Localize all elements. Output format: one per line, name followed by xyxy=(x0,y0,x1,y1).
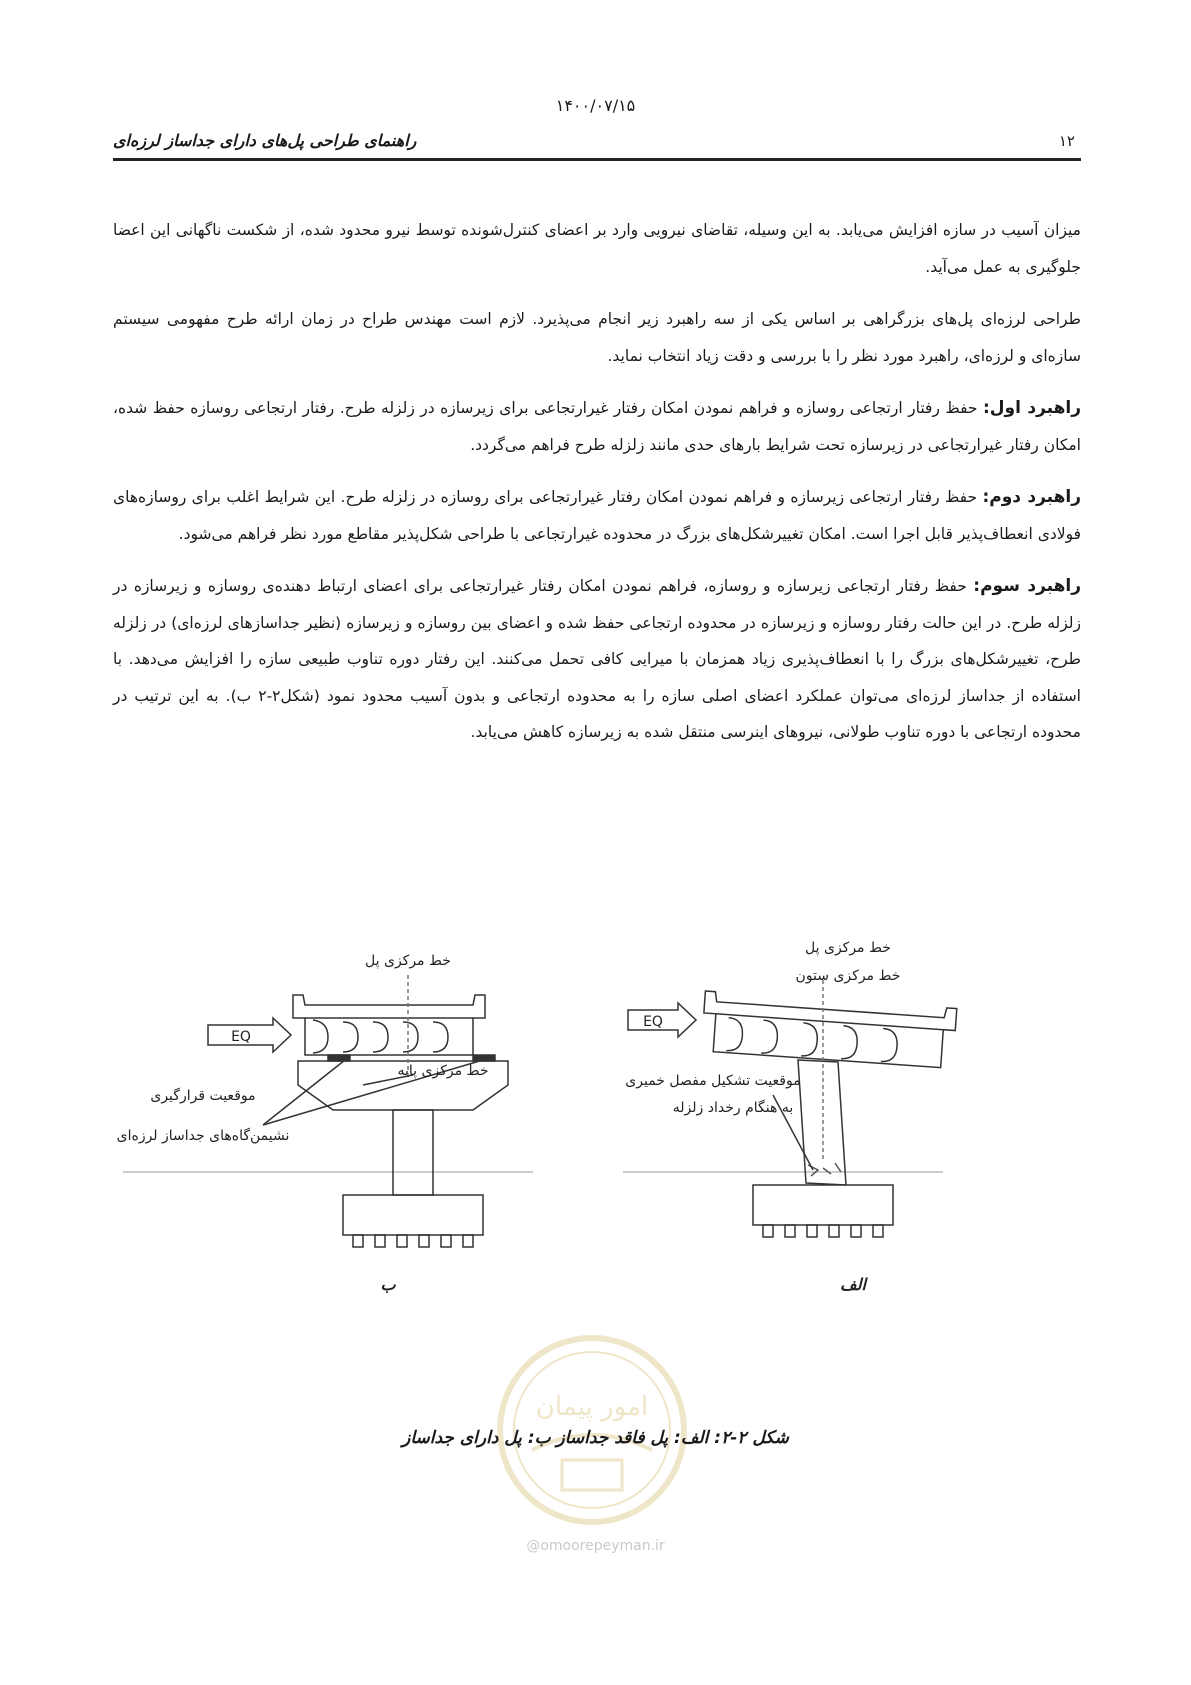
piles-right xyxy=(763,1225,883,1237)
paragraph-1: میزان آسیب در سازه افزایش می‌یابد. به این وسیله، تقاضای نیرویی وارد بر اعضای کنترل‌شونده توسط نیرو محدود شده، از شکست ناگهانی این اعضا جلوگیری به عمل می‌آید. xyxy=(113,221,1081,276)
panel-label-b: ب xyxy=(380,1275,396,1294)
piles-left xyxy=(353,1235,473,1247)
panel-b-isolated-bridge xyxy=(123,975,533,1247)
label-eq-b: EQ xyxy=(231,1029,251,1045)
running-title: راهنمای طراحی پل‌های دارای جداساز لرزه‌ای xyxy=(113,131,417,150)
label-pier-centerline: خط مرکزی پایه xyxy=(397,1063,489,1079)
body-text xyxy=(113,212,1081,767)
strategy-3-label: راهبرد سوم: xyxy=(973,576,1081,596)
paragraph-2: طراحی لرزه‌ای پل‌های بزرگراهی بر اساس یکی از سه راهبرد زیر انجام می‌پذیرد. لازم است مهندس طراح در زمان ارائه طرح مفهومی سیستم سازه‌ای و لرزه‌ای، راهبرد مورد نظر را با بررسی و دقت زیاد انتخاب نماید. xyxy=(113,310,1081,365)
panel-label-a: الف xyxy=(840,1275,866,1294)
label-bridge-centerline-a: خط مرکزی پل xyxy=(805,940,891,956)
label-column-centerline: خط مرکزی ستون xyxy=(795,968,901,984)
strategy-2-label: راهبرد دوم: xyxy=(982,487,1082,507)
strategy-1-label: راهبرد اول: xyxy=(982,398,1081,418)
strategy-3-text: حفظ رفتار ارتجاعی زیرسازه و روسازه، فراهم نمودن امکان رفتار غیرارتجاعی برای اعضای ارتباط دهنده‌ی روسازه و زیرسازه در زلزله طرح. در این حالت رفتار روسازه و زیرسازه در محدوده ارتجاعی حفظ شده و اعضای بین روسازه و زیرسازه (نظیر جداسازهای لرزه‌ای) در زلزله طرح، تغییرشکل‌های بزرگ را با انعطاف‌پذیری زیاد همزمان با میرایی کافی تحمل می‌کنند. این رفتار دوره تناوب طبیعی سازه را افزایش می‌دهد. با استفاده از جداساز لرزه‌ای می‌توان عملکرد اعضای اصلی سازه را به محدوده ارتجاعی و بدون آسیب محدود نمود (شکل۲-۲ ب). به این ترتیب در محدوده ارتجاعی با دوره تناوب طولانی، نیروهای اینرسی منتقل شده به زیرسازه کاهش می‌یابد. xyxy=(113,577,1081,741)
strategy-1 xyxy=(113,390,1081,463)
figure-caption: شکل ۲-۲: الف: پل فاقد جداساز ب: پل دارای جداساز xyxy=(402,1428,789,1448)
strategy-2-text: حفظ رفتار ارتجاعی زیرسازه و فراهم نمودن امکان رفتار غیرارتجاعی برای روسازه در زلزله طرح. این شرایط اغلب برای روسازه‌های فولادی انعطاف‌پذیر قابل اجرا است. امکان تغییرشکل‌های بزرگ در محدوده غیرارتجاعی با طراحی شکل‌پذیر مقاطع مورد نظر فراهم می‌شود. xyxy=(113,488,1081,543)
label-bridge-centerline-b: خط مرکزی پل xyxy=(365,953,451,969)
label-hinge-line2: به هنگام رخداد زلزله xyxy=(672,1100,794,1116)
watermark-logo-text: امور پیمان xyxy=(535,1392,649,1422)
strategy-1-text: حفظ رفتار ارتجاعی روسازه و فراهم نمودن امکان رفتار غیرارتجاعی برای زیرسازه در زلزله طرح. رفتار ارتجاعی روسازه حفظ شده، امکان رفتار غیرارتجاعی در زیرسازه تحت شرایط بارهای حدی مانند زلزله طرح فراهم می‌گردد. xyxy=(113,399,1081,454)
watermark-site: @omoorepeyman.ir xyxy=(526,1538,665,1554)
figure-bridge-comparison xyxy=(113,940,1081,1440)
isolator-bearing-right xyxy=(473,1055,495,1061)
strategy-2 xyxy=(113,479,1081,552)
strategy-3 xyxy=(113,568,1081,751)
document-date: ۱۴۰۰/۰۷/۱۵ xyxy=(555,96,636,115)
label-hinge-line1: موقعیت تشکیل مفصل خمیری xyxy=(625,1073,801,1089)
label-bearing-location: موقعیت قرارگیری xyxy=(150,1088,256,1104)
label-eq-a: EQ xyxy=(643,1014,663,1030)
label-isolator-seats: نشیمن‌گاه‌های جداساز لرزه‌ای xyxy=(116,1128,290,1144)
isolator-bearing-left xyxy=(328,1055,350,1061)
running-header xyxy=(113,128,1081,161)
page-number: ۱۲ xyxy=(1058,132,1075,150)
